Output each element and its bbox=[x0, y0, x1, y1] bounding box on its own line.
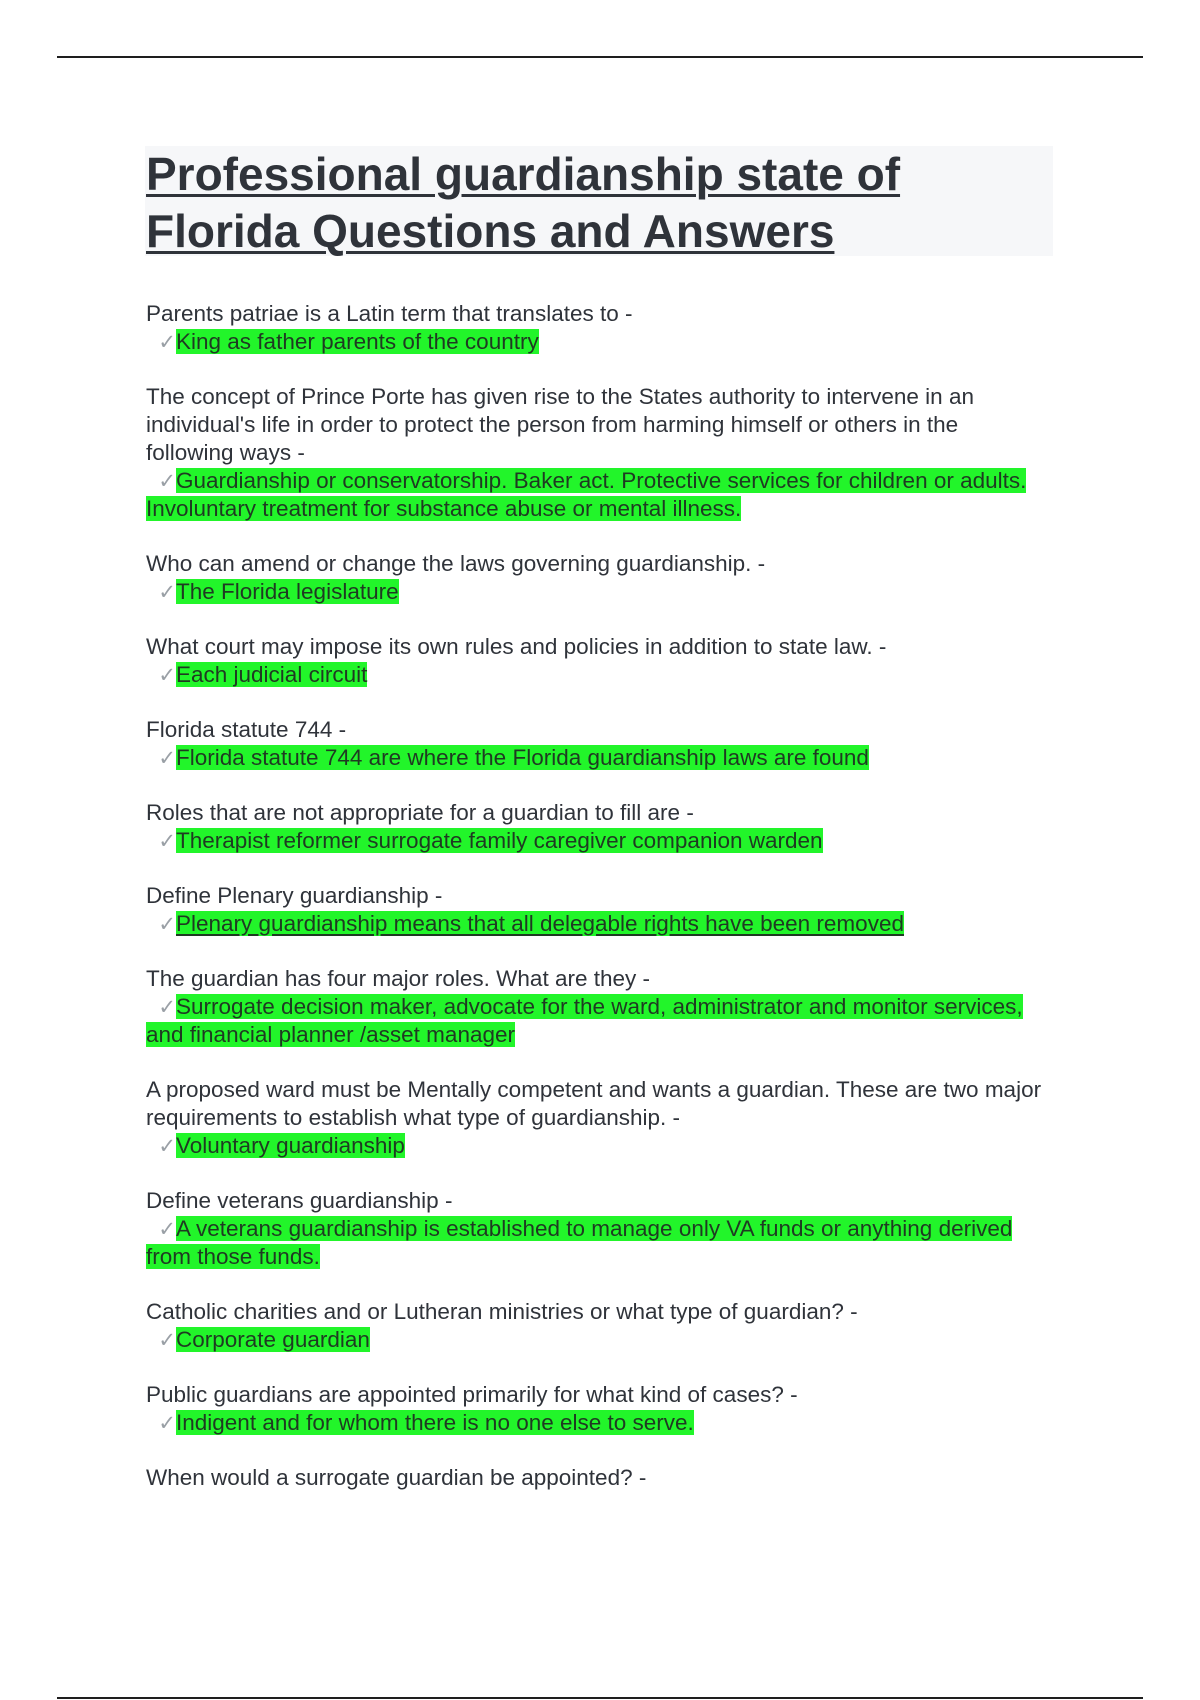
answer-text: The Florida legislature bbox=[176, 579, 399, 604]
checkmark-icon: ✓ bbox=[158, 746, 176, 770]
answer-line bbox=[146, 827, 1046, 855]
question-text: The guardian has four major roles. What are they - bbox=[146, 966, 650, 991]
question-text: Define veterans guardianship - bbox=[146, 1188, 453, 1213]
checkmark-icon: ✓ bbox=[158, 995, 176, 1019]
checkmark-icon: ✓ bbox=[158, 1217, 176, 1241]
question-text: Parents patriae is a Latin term that translates to - bbox=[146, 301, 633, 326]
checkmark-icon: ✓ bbox=[158, 1134, 176, 1158]
answer-line bbox=[146, 661, 1046, 689]
qa-item bbox=[146, 383, 1046, 523]
question-text: A proposed ward must be Mentally competent and wants a guardian. These are two major requirements to establish what type of guardianship. - bbox=[146, 1077, 1042, 1130]
answer-text: King as father parents of the country bbox=[176, 329, 539, 354]
question-text: Roles that are not appropriate for a guardian to fill are - bbox=[146, 800, 694, 825]
answer-text: Corporate guardian bbox=[176, 1327, 370, 1352]
qa-item bbox=[146, 1187, 1046, 1271]
qa-item bbox=[146, 1464, 1046, 1492]
answer-line bbox=[146, 910, 1046, 938]
bottom-rule bbox=[57, 1697, 1143, 1699]
page-title bbox=[146, 146, 1046, 260]
qa-item bbox=[146, 1298, 1046, 1354]
checkmark-icon: ✓ bbox=[158, 912, 176, 936]
question-text: When would a surrogate guardian be appointed? - bbox=[146, 1465, 647, 1490]
answer-text: Guardianship or conservatorship. Baker act. Protective services for children or adults. Involuntary treatment for substance abuse or mental illness. bbox=[146, 468, 1027, 521]
checkmark-icon: ✓ bbox=[158, 580, 176, 604]
question-text: What court may impose its own rules and policies in addition to state law. - bbox=[146, 634, 887, 659]
qa-item bbox=[146, 550, 1046, 606]
answer-line bbox=[146, 1132, 1046, 1160]
qa-item bbox=[146, 633, 1046, 689]
qa-item bbox=[146, 1076, 1046, 1160]
answer-line bbox=[146, 1215, 1046, 1271]
qa-item bbox=[146, 799, 1046, 855]
answer-line bbox=[146, 744, 1046, 772]
answer-line bbox=[146, 328, 1046, 356]
answer-line bbox=[146, 993, 1046, 1049]
page-title-text: Professional guardianship state of Florida Questions and Answers bbox=[146, 148, 901, 257]
checkmark-icon: ✓ bbox=[158, 663, 176, 687]
answer-text: Plenary guardianship means that all delegable rights have been removed bbox=[176, 911, 904, 936]
qa-item bbox=[146, 965, 1046, 1049]
answer-text: Each judicial circuit bbox=[176, 662, 368, 687]
question-text: The concept of Prince Porte has given rise to the States authority to intervene in an individual's life in order to protect the person from harming himself or others in the following ways - bbox=[146, 384, 974, 465]
qa-item bbox=[146, 882, 1046, 938]
answer-text: Indigent and for whom there is no one else to serve. bbox=[176, 1410, 694, 1435]
question-text: Catholic charities and or Lutheran ministries or what type of guardian? - bbox=[146, 1299, 858, 1324]
answer-text: Surrogate decision maker, advocate for the ward, administrator and monitor services, and financial planner /asset manager bbox=[146, 994, 1023, 1047]
top-rule bbox=[57, 56, 1143, 58]
qa-item bbox=[146, 716, 1046, 772]
answer-line bbox=[146, 578, 1046, 606]
qa-item bbox=[146, 300, 1046, 356]
answer-text: Therapist reformer surrogate family caregiver companion warden bbox=[176, 828, 823, 853]
answer-text: Voluntary guardianship bbox=[176, 1133, 405, 1158]
checkmark-icon: ✓ bbox=[158, 1328, 176, 1352]
checkmark-icon: ✓ bbox=[158, 1411, 176, 1435]
question-text: Define Plenary guardianship - bbox=[146, 883, 443, 908]
qa-item bbox=[146, 1381, 1046, 1437]
answer-line bbox=[146, 1326, 1046, 1354]
question-text: Florida statute 744 - bbox=[146, 717, 347, 742]
answer-line bbox=[146, 1409, 1046, 1437]
qa-list bbox=[146, 300, 1046, 1519]
answer-line bbox=[146, 467, 1046, 523]
checkmark-icon: ✓ bbox=[158, 829, 176, 853]
answer-text: A veterans guardianship is established to manage only VA funds or anything derived from those funds. bbox=[146, 1216, 1013, 1269]
checkmark-icon: ✓ bbox=[158, 330, 176, 354]
answer-text: Florida statute 744 are where the Florida guardianship laws are found bbox=[176, 745, 869, 770]
question-text: Who can amend or change the laws governing guardianship. - bbox=[146, 551, 766, 576]
checkmark-icon: ✓ bbox=[158, 469, 176, 493]
question-text: Public guardians are appointed primarily for what kind of cases? - bbox=[146, 1382, 798, 1407]
